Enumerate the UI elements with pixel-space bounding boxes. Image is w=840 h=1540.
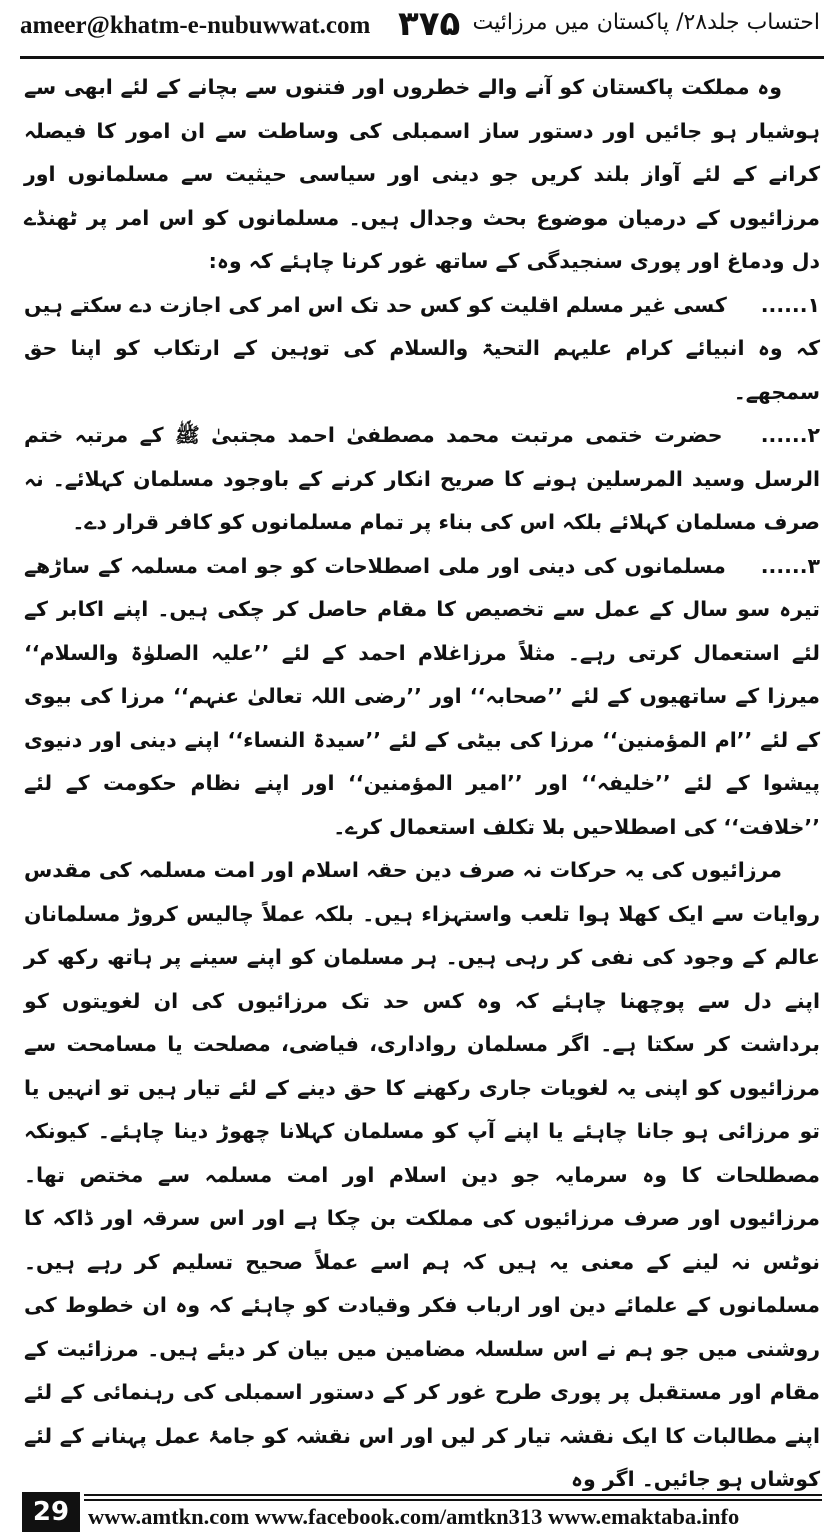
footer-rule-double: [84, 1499, 822, 1501]
paragraph-intro: وہ مملکت پاکستان کو آنے والے خطروں اور فتنوں سے بچانے کے لئے ابھی سے ہوشیار ہو جائیں اور دستور ساز اسمبلی کی وساطت سے ان امور کا فیصلہ کرانے کے لئے آواز بلند کریں جو دینی اور سیاسی حیثیت سے مسلمانوں اور مرزائیوں کے درمیان موضوع بحث وجدال ہیں۔ مسلمانوں کو اس امر پر ٹھنڈے دل ودماغ اور پوری سنجیدگی کے ساتھ غور کرنا چاہئے کہ وہ:: [24, 75, 820, 273]
page-footer: [0, 1490, 840, 1540]
page-body: [24, 66, 821, 1491]
list-text-1: کسی غیر مسلم اقلیت کو کس حد تک اس امر کی اجازت دے سکتے ہیں کہ وہ انبیائے کرام علیہم التحیۃ والسلام کی توہین کے ارتکاب کو اپنا حق سمجھے۔: [24, 292, 820, 404]
list-item-1: [24, 284, 820, 415]
footer-rule: [84, 1494, 822, 1496]
footer-page-number: 29: [22, 1492, 80, 1532]
header-email: ameer@khatm-e-nubuwwat.com: [20, 12, 371, 39]
list-text-2: حضرت ختمی مرتبت محمد مصطفیٰ احمد مجتبیٰ ﷺ کے مرتبہ ختم الرسل وسید المرسلین ہونے کا صریح انکار کرنے کے باوجود مسلمان کہلائے۔ نہ صرف مسلمان کہلائے بلکہ اس کی بناء پر تمام مسلمانوں کو کافر قرار دے۔: [24, 423, 820, 534]
header-rule: [20, 56, 824, 59]
running-title: احتساب جلد۲۸/ پاکستان میں مرزائیت: [472, 10, 820, 35]
list-number-2: ۲......: [760, 423, 821, 447]
header-page-number: ۳۷۵: [398, 4, 461, 44]
list-item-3: [24, 545, 820, 850]
list-item-2: [24, 414, 820, 545]
list-number-3: ۳......: [760, 553, 820, 578]
list-text-3: مسلمانوں کی دینی اور ملی اصطلاحات کو جو امت مسلمہ کے ساڑھے تیرہ سو سال کے عمل سے تخصیص کا مقام حاصل کر چکی ہیں۔ اپنے اکابر کے لئے استعمال کرتی رہے۔ مثلاً مرزاغلام احمد کے لئے ’’علیہ الصلوٰۃ والسلام‘‘ میرزا کے ساتھیوں کے لئے ’’صحابہ‘‘ اور ’’رضی اللہ تعالیٰ عنہم‘‘ مرزا کی بیوی کے لئے ’’ام المؤمنین‘‘ مرزا کی بیٹی کے لئے ’’سیدۃ النساء‘‘ اپنے دینی اور دنیوی پیشوا کے لئے ’’خلیفہ‘‘ اور ’’امیر المؤمنین‘‘ اور اپنے نظام حکومت کے لئے ’’خلافت‘‘ کی اصطلاحیں بلا تکلف استعمال کرے۔: [24, 553, 820, 839]
list-number-1: ۱......: [760, 292, 820, 317]
page-header: [0, 0, 840, 60]
footer-links: www.amtkn.com www.facebook.com/amtkn313 www.emaktaba.info: [88, 1504, 740, 1529]
paragraph-main: مرزائیوں کی یہ حرکات نہ صرف دین حقہ اسلام اور امت مسلمہ کی مقدس روایات سے ایک کھلا ہوا تلعب واستہزاء ہیں۔ بلکہ عملاً چالیس کروڑ مسلمانان عالم کے وجود کی نفی کر رہی ہیں۔ ہر مسلمان کو اپنے سینے پر ہاتھ رکھ کر اپنے دل سے پوچھنا چاہئے کہ وہ کس حد تک مرزائیوں کی ان لغویتوں کو برداشت کر سکتا ہے۔ اگر مسلمان رواداری، فیاضی، مصلحت یا مسامحت سے مرزائیوں کو اپنی یہ لغویات جاری رکھنے کا حق دینے کے لئے تیار ہیں تو انہیں یا تو مرزائی ہو جانا چاہئے یا اپنے آپ کو مسلمان کہلانا چھوڑ دینا چاہئے۔ کیونکہ مصطلحات کا وہ سرمایہ جو دین اسلام اور امت مسلمہ سے مختص تھا۔ مرزائیوں اور صرف مرزائیوں کی مملکت بن چکا ہے اور اس سرقہ اور ڈاکہ کا نوٹس نہ لینے کے معنی یہ ہیں کہ ہم اسے عملاً صحیح تسلیم کر رہے ہیں۔ مسلمانوں کے علمائے دین اور ارباب فکر وقیادت کو چاہئے کہ وہ ان خطوط کی روشنی میں جو ہم نے اس سلسلہ مضامین میں بیان کر دیئے ہیں۔ مرزائیت کے مقام اور مستقبل پر پوری طرح غور کر کے دستور اسمبلی کی رہنمائی کے لئے اپنے مطالبات کا ایک نقشہ تیار کر لیں اور اس نقشہ کو جامۂ عمل پہنانے کے لئے کوشاں ہو جائیں۔ اگر وہ: [24, 858, 820, 1491]
